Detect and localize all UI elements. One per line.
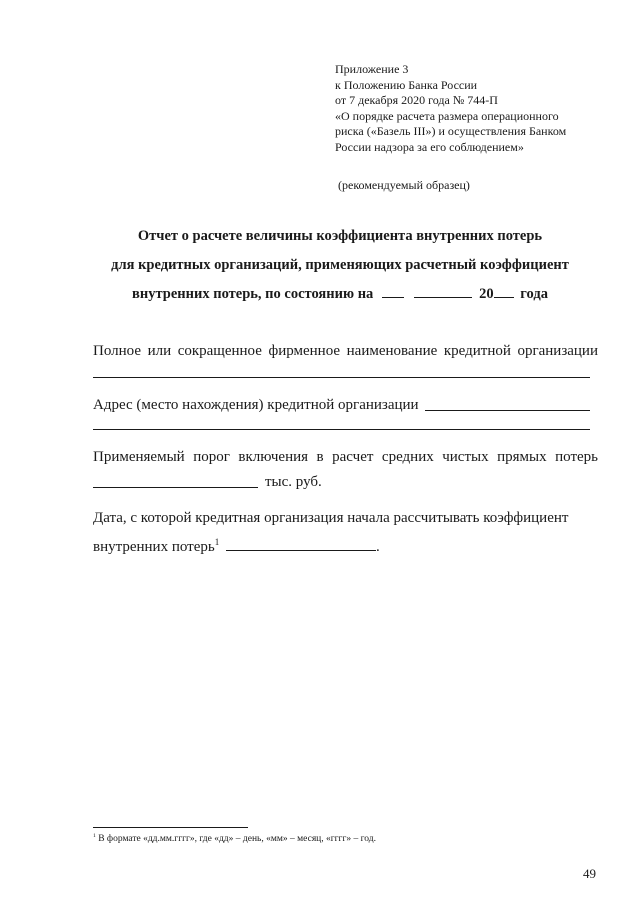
annex-line: «О порядке расчета размера операционного: [335, 108, 559, 123]
report-title-line-3: [80, 285, 600, 303]
threshold-label: Применяемый порог включения в расчет средних чистых прямых потерь: [93, 449, 598, 465]
footnote-number: 1: [93, 833, 96, 839]
report-title-line-2: для кредитных организаций, применяющих расчетный коэффициент: [111, 257, 569, 273]
footnote-ref: 1: [214, 537, 220, 547]
annex-line: России надзора за его соблюдением»: [335, 139, 524, 154]
annex-line: к Положению Банка России: [335, 77, 478, 92]
date-blank[interactable]: [226, 538, 376, 551]
annex-line: Приложение 3: [335, 62, 409, 76]
date-end: .: [375, 539, 380, 555]
annex-line: от 7 декабря 2020 года № 744-П: [335, 93, 498, 107]
footnote-text: В формате «дд.мм.гггг», где «дд» – день, «мм» – месяц, «гггг» – год.: [98, 834, 376, 845]
date-label-line-2: [93, 537, 380, 556]
threshold-blank-line[interactable]: [93, 487, 258, 488]
sample-note: (рекомендуемый образец): [338, 178, 470, 192]
page-number: 49: [583, 866, 596, 881]
report-title-line-1: Отчет о расчете величины коэффициента внутренних потерь: [137, 228, 543, 244]
footnote: [93, 833, 376, 844]
year-prefix: 20: [479, 286, 494, 302]
address-blank-line-2[interactable]: [93, 429, 590, 430]
year-blank[interactable]: [494, 285, 514, 298]
address-label: Адрес (место нахождения) кредитной организации: [93, 397, 419, 413]
title-date-text: внутренних потерь, по состоянию на: [132, 286, 374, 302]
org-name-blank-line[interactable]: [93, 377, 590, 378]
org-name-label: Полное или сокращенное фирменное наименование кредитной организации: [93, 343, 598, 359]
annex-header: [335, 62, 625, 155]
year-word: года: [520, 286, 548, 302]
footnote-rule: [93, 827, 248, 828]
date-label-line-1: Дата, с которой кредитная организация начала рассчитывать коэффициент: [93, 510, 569, 526]
annex-line: риска («Базель III») и осуществления Банком: [335, 124, 567, 138]
threshold-unit: тыс. руб.: [265, 474, 322, 490]
address-blank-line-1[interactable]: [425, 410, 590, 411]
month-blank[interactable]: [414, 285, 472, 298]
day-blank[interactable]: [382, 285, 404, 298]
date-label-text: внутренних потерь: [93, 539, 215, 555]
